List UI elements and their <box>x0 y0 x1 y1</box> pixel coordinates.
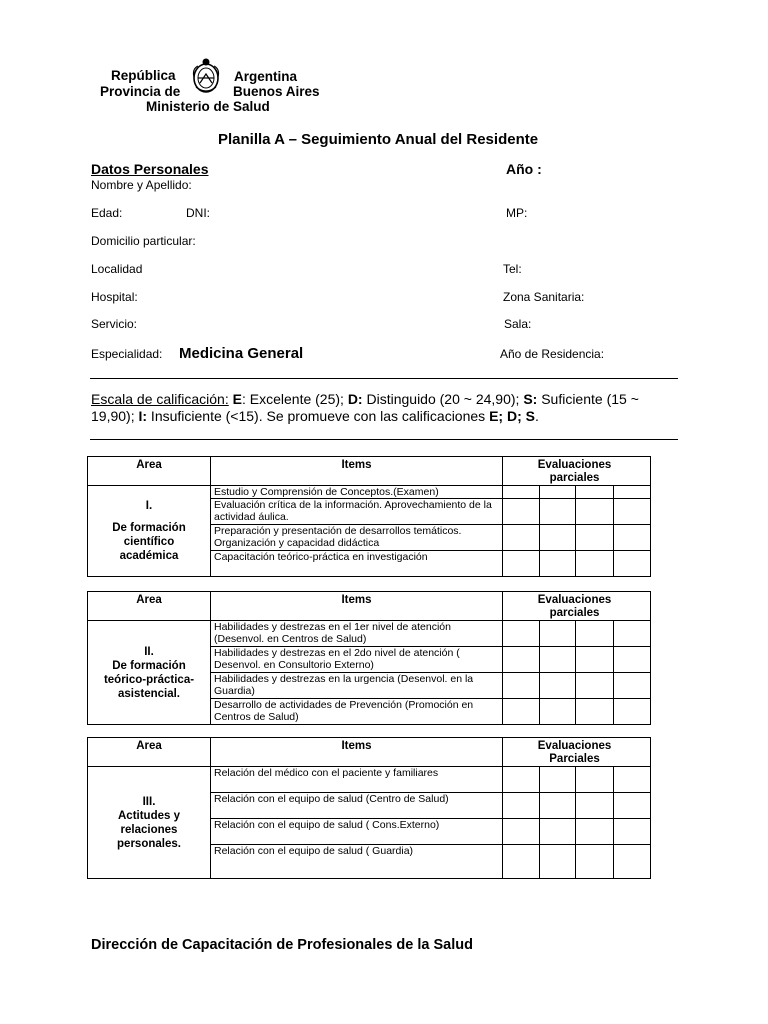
score-cell[interactable] <box>540 621 576 647</box>
table-row-item: Estudio y Comprensión de Conceptos.(Examen) <box>211 486 503 499</box>
area-cell <box>88 486 211 577</box>
area-name: De formación teórico-práctica-asistencial. <box>103 659 195 700</box>
evaluation-table-2 <box>87 591 651 725</box>
anio-residencia-label: Año de Residencia: <box>500 347 605 361</box>
escala-s-text: Suficiente (15 ~ <box>537 391 639 407</box>
score-cell[interactable] <box>614 819 651 845</box>
escala-e-text: : Excelente (25); <box>241 391 348 407</box>
score-cell[interactable] <box>503 551 540 577</box>
dni-label: DNI: <box>186 206 210 220</box>
col-eval-header-text: Evaluaciones Parciales <box>537 740 612 765</box>
score-cell[interactable] <box>503 499 540 525</box>
anio-label: Año : <box>506 161 542 177</box>
edad-label: Edad: <box>91 206 123 220</box>
score-cell[interactable] <box>540 551 576 577</box>
escala-i-text: Insuficiente (<15). Se promueve con las calificaciones <box>147 408 490 424</box>
score-cell[interactable] <box>576 699 614 725</box>
score-cell[interactable] <box>614 525 651 551</box>
hospital-label: Hospital: <box>91 290 138 304</box>
score-cell[interactable] <box>576 845 614 879</box>
area-num: III. <box>142 795 156 808</box>
score-cell[interactable] <box>614 647 651 673</box>
score-cell[interactable] <box>614 486 651 499</box>
area-cell <box>88 767 211 879</box>
score-cell[interactable] <box>540 767 576 793</box>
score-cell[interactable] <box>576 767 614 793</box>
score-cell[interactable] <box>540 793 576 819</box>
escala-promo: E; D; S <box>489 408 535 424</box>
score-cell[interactable] <box>540 845 576 879</box>
score-cell[interactable] <box>614 767 651 793</box>
col-area-header: Area <box>88 457 211 486</box>
header-line2-right: Buenos Aires <box>233 84 320 99</box>
divider-bottom <box>90 439 678 440</box>
score-cell[interactable] <box>503 767 540 793</box>
score-cell[interactable] <box>503 673 540 699</box>
score-cell[interactable] <box>503 486 540 499</box>
score-cell[interactable] <box>614 499 651 525</box>
evaluation-table-1 <box>87 456 651 577</box>
score-cell[interactable] <box>503 525 540 551</box>
score-cell[interactable] <box>503 647 540 673</box>
score-cell[interactable] <box>576 819 614 845</box>
col-items-header: Items <box>211 592 503 621</box>
escala-line1 <box>91 391 681 408</box>
table-row-item: Habilidades y destrezas en el 1er nivel de atención (Desenvol. en Centros de Salud) <box>211 621 503 647</box>
score-cell[interactable] <box>614 551 651 577</box>
score-cell[interactable] <box>503 699 540 725</box>
table-row-item: Relación con el equipo de salud ( Cons.Externo) <box>211 819 503 845</box>
score-cell[interactable] <box>503 819 540 845</box>
score-cell[interactable] <box>614 845 651 879</box>
escala-i-key: I: <box>138 408 148 424</box>
col-eval-header-text: Evaluaciones parciales <box>537 594 612 619</box>
footer-text: Dirección de Capacitación de Profesionales de la Salud <box>91 937 473 953</box>
table-row-item: Relación del médico con el paciente y familiares <box>211 767 503 793</box>
table-row-item: Evaluación crítica de la información. Aprovechamiento de la actividad áulica. <box>211 499 503 525</box>
score-cell[interactable] <box>540 525 576 551</box>
score-cell[interactable] <box>540 486 576 499</box>
score-cell[interactable] <box>576 551 614 577</box>
escala-line2-pre: 19,90); <box>91 408 139 424</box>
escala-block <box>91 391 681 425</box>
table-row-item: Desarrollo de actividades de Prevención (Promoción en Centros de Salud) <box>211 699 503 725</box>
score-cell[interactable] <box>576 486 614 499</box>
header-line1-left: República <box>111 68 176 83</box>
especialidad-label: Especialidad: <box>91 347 163 361</box>
nombre-label: Nombre y Apellido: <box>91 178 192 192</box>
col-eval-header <box>503 457 651 486</box>
escala-e-key: E <box>232 391 242 407</box>
score-cell[interactable] <box>576 673 614 699</box>
area-num: II. <box>144 645 154 658</box>
score-cell[interactable] <box>576 499 614 525</box>
area-name: De formación científico académica <box>112 522 186 562</box>
score-cell[interactable] <box>503 621 540 647</box>
score-cell[interactable] <box>576 621 614 647</box>
col-area-header: Area <box>88 738 211 767</box>
col-area-header: Area <box>88 592 211 621</box>
datos-heading: Datos Personales <box>91 161 209 177</box>
area-num: I. <box>145 500 153 512</box>
score-cell[interactable] <box>576 647 614 673</box>
domicilio-label: Domicilio particular: <box>91 234 196 248</box>
tel-label: Tel: <box>503 262 522 276</box>
header-line2-left: Provincia de <box>100 84 181 99</box>
header-line3: Ministerio de Salud <box>146 99 270 114</box>
escala-line2 <box>91 408 681 425</box>
evaluation-table-3 <box>87 737 651 879</box>
score-cell[interactable] <box>576 525 614 551</box>
col-eval-header <box>503 738 651 767</box>
table-row-item: Preparación y presentación de desarrollos temáticos. Organización y capacidad didáctica <box>211 525 503 551</box>
score-cell[interactable] <box>540 819 576 845</box>
col-eval-header <box>503 592 651 621</box>
table-row-item: Habilidades y destrezas en la urgencia (Desenvol. en la Guardia) <box>211 673 503 699</box>
col-eval-header-text: Evaluaciones parciales <box>537 459 612 484</box>
zona-label: Zona Sanitaria: <box>503 290 585 304</box>
score-cell[interactable] <box>614 793 651 819</box>
table-row-item: Relación con el equipo de salud ( Guardia) <box>211 845 503 879</box>
col-items-header: Items <box>211 457 503 486</box>
table-row-item: Capacitación teórico-práctica en investigación <box>211 551 503 577</box>
score-cell[interactable] <box>576 793 614 819</box>
page-title: Planilla A – Seguimiento Anual del Residente <box>218 131 539 148</box>
mp-label: MP: <box>506 206 528 220</box>
escala-d-key: D: <box>347 391 363 407</box>
escala-end: . <box>534 408 539 424</box>
score-cell[interactable] <box>540 673 576 699</box>
col-items-header: Items <box>211 738 503 767</box>
especialidad-value: Medicina General <box>179 345 304 362</box>
score-cell[interactable] <box>614 621 651 647</box>
escala-d-text: Distinguido (20 ~ 24,90); <box>362 391 524 407</box>
score-cell[interactable] <box>540 647 576 673</box>
coat-of-arms-seal <box>190 57 222 95</box>
score-cell[interactable] <box>540 499 576 525</box>
score-cell[interactable] <box>540 699 576 725</box>
table-row-item: Habilidades y destrezas en el 2do nivel de atención ( Desenvol. en Consultorio Externo) <box>211 647 503 673</box>
score-cell[interactable] <box>503 793 540 819</box>
score-cell[interactable] <box>614 673 651 699</box>
localidad-label: Localidad <box>91 262 143 276</box>
escala-s-key: S: <box>523 391 538 407</box>
divider-top <box>90 378 678 379</box>
area-cell <box>88 621 211 725</box>
table-row-item: Relación con el equipo de salud (Centro de Salud) <box>211 793 503 819</box>
sala-label: Sala: <box>504 317 532 331</box>
escala-label: Escala de calificación: <box>91 391 229 407</box>
servicio-label: Servicio: <box>91 317 138 331</box>
score-cell[interactable] <box>614 699 651 725</box>
area-name: Actitudes y relaciones personales. <box>117 809 181 850</box>
score-cell[interactable] <box>503 845 540 879</box>
header-line1-right: Argentina <box>234 69 298 84</box>
